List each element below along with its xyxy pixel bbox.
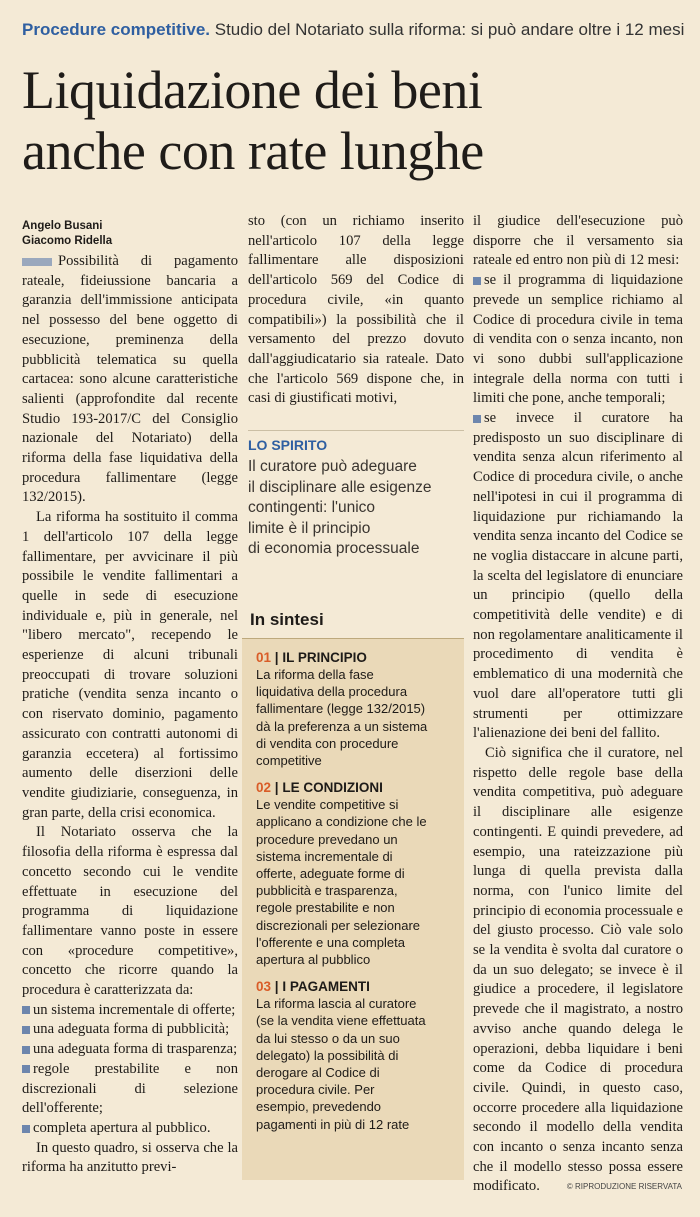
col3-bullet-2-text: se invece il curatore ha predisposto un suo disciplinare di vendita senza alcun riferimento al Codice di procedura civile, o anche nell'ipotesi in cui il programma di liquidazione pur richiamando la vendita senza incanto del Codice se ne voglia distaccare in alcune parti, la scelta del legislatore di enunciare un principio (quello della competitività delle vendite) e di non regolamentare analiticamente il procedimento di vendita è emblematico di una modernità che vuol dare all'operatore tutti gli strumenti per ottimizzare l'alienazione dei beni del fallito. xyxy=(473,410,683,742)
copyright-note: © RIPRODUZIONE RISERVATA xyxy=(566,1182,682,1191)
sintesi-line: competitive xyxy=(256,753,322,769)
sintesi-title: In sintesi xyxy=(242,600,464,639)
sintesi-line: dà la preferenza a un sistema xyxy=(256,718,428,734)
bullet-square-icon xyxy=(22,1065,30,1073)
sintesi-line: (se la vendita viene effettuata xyxy=(256,1013,426,1029)
col1-bullet-4 xyxy=(22,1060,238,1119)
col1-bullet-1-text: un sistema incrementale di offerte; xyxy=(33,1001,236,1018)
author-1: Angelo Busani xyxy=(22,220,103,232)
col3-bullet-1 xyxy=(473,271,683,409)
column-2 xyxy=(248,212,464,409)
col3-bullet-1-text: se il programma di liquidazione prevede un semplice richiamo al Codice di procedura civile in tema di vendita con o senza incanto, non vi sono dubbi sull'applicazione integrale della norma con tutti i limiti che pone, anche temporali; xyxy=(473,272,683,407)
bullet-square-icon xyxy=(473,415,481,423)
spirito-line: Il curatore può adeguare xyxy=(248,458,417,475)
col1-bullet-2-text: una adeguata forma di pubblicità; xyxy=(33,1021,230,1038)
sintesi-item-separator: | xyxy=(274,780,279,796)
spirito-line: contingenti: l'unico xyxy=(248,499,376,516)
bullet-square-icon xyxy=(22,1046,30,1054)
col2-paragraph-1: sto (con un richiamo inserito nell'articolo 107 della legge fallimentare alle disposizioni dell'articolo 569 del Codice di procedura civile, «in quanto compatibili») la possibilità che il versamento del prezzo dovuto dall'aggiudicatario sia rateale. Dato che l'articolo 569 dispone che, in casi di giustificati motivi, xyxy=(248,213,464,407)
col1-paragraph-2: La riforma ha sostituito il comma 1 dell'articolo 107 della legge fallimentare, per avvicinare il più possibile le vendite fallimentari a quelle in sede di esecuzione individuale e, più in generale, nel "libero mercato", recependo le esperienze di alcuni tribunali preoccupati di trovare soluzioni pratiche (vendita senza incanto o con riservato dominio, pagamento assicurato con contratti autonomi di garanzia eccetera) al fortissimo aumento delle diserzioni delle vendite giudiziarie, conseguenza, in gran parte, della crisi economica. xyxy=(22,509,238,821)
col1-bullet-4-text: regole prestabilite e non discrezionali di selezione dell'offerente; xyxy=(22,1060,238,1117)
headline-line-2: anche con rate lunghe xyxy=(22,121,484,181)
bullet-square-icon xyxy=(22,1026,30,1034)
sintesi-item-2-title xyxy=(256,779,456,796)
spirito-line: il disciplinare alle esigenze xyxy=(248,478,432,496)
col1-paragraph-4: In questo quadro, si osserva che la riforma ha anzitutto previ- xyxy=(22,1139,238,1176)
sintesi-item-1-title xyxy=(256,649,456,666)
sintesi-line: liquidativa della procedura xyxy=(256,684,408,700)
sintesi-line: applicano a condizione che le xyxy=(256,814,427,830)
col1-bullet-1 xyxy=(22,1001,238,1021)
bullet-square-icon xyxy=(473,277,481,285)
sintesi-line: sistema incrementale di xyxy=(256,848,393,864)
col1-paragraph-1 xyxy=(22,252,238,508)
column-1 xyxy=(22,212,238,1178)
sintesi-line: La riforma lascia al curatore xyxy=(256,996,417,1012)
col3-bullet-2 xyxy=(473,409,683,744)
column-3 xyxy=(473,212,683,1197)
headline-line-1: Liquidazione dei beni xyxy=(22,60,483,120)
spirito-quote xyxy=(248,430,464,560)
sintesi-line: fallimentare (legge 132/2015) xyxy=(256,701,426,717)
sintesi-item-1-heading: IL PRINCIPIO xyxy=(282,650,367,665)
sintesi-item-3-heading: I PAGAMENTI xyxy=(282,979,370,995)
col3-paragraph-2: Ciò significa che il curatore, nel rispetto delle regole base della vendita competitiva, può adeguare il disciplinare alle esigenze contingenti. E quindi prevedere, ad esempio, una rateizzazione più lunga di quella prevista dalla norma, con l'unico limite del principio di economia processuale e del giusto processo. Ciò vale solo se la vendita è svolta dal curatore o da un suo delegato; se invece è il giudice a procedere, il legislatore prevede che il magistrato, a nostro avviso anche quando delega le operazioni, debba liquidare i beni come da Codice di procedura civile. Quindi, in questo caso, occorre procedere alla liquidazione secondo il modello della vendita con incanto o senza incanto senza che il modello stesso possa essere modificato. xyxy=(473,744,683,1195)
spirito-title: LO SPIRITO xyxy=(248,437,328,453)
col1-paragraph-1-text: Possibilità di pagamento rateale, fideiussione bancaria a garanzia dell'immissione anticipata nel possesso del bene oggetto di esecuzione, preminenza della pubblicità telematica su quella cartacea: sono alcune caratteristiche salienti (approfondite dal recente Studio 193-2017/C del Consiglio nazionale del Notariato) della riforma della fase liquidativa della procedura fallimentare (legge 132/2015). xyxy=(22,253,238,506)
sintesi-line: derogare al Codice di xyxy=(256,1065,380,1081)
spirito-line: di economia processuale xyxy=(248,540,420,557)
sintesi-line: procedure prevedano un xyxy=(256,831,398,847)
kicker-text: Studio del Notariato sulla riforma: si può andare oltre i 12 mesi xyxy=(214,20,685,39)
sintesi-item-3-title xyxy=(256,978,456,995)
sintesi-line: delegato) la possibilità di xyxy=(256,1047,399,1063)
bullet-square-icon xyxy=(22,1006,30,1014)
sintesi-line: pagamenti in più di 12 rate xyxy=(256,1116,410,1132)
col1-bullet-5 xyxy=(22,1119,238,1139)
sintesi-item-2 xyxy=(256,779,456,968)
sintesi-line: di vendita con procedure xyxy=(256,735,399,751)
author-2: Giacomo Ridella xyxy=(22,234,113,247)
sintesi-item-2-number: 02 xyxy=(256,780,272,796)
sintesi-item-separator: | xyxy=(274,650,279,665)
sintesi-line: procedura civile. Per xyxy=(256,1082,375,1098)
sintesi-line: regole prestabilite e non xyxy=(256,900,395,916)
sintesi-line: da lui stesso o da un suo xyxy=(256,1030,400,1046)
spirito-line: limite è il principio xyxy=(248,519,371,537)
col3-paragraph-1: il giudice dell'esecuzione può disporre che il versamento sia rateale ed entro non più di 12 mesi: xyxy=(473,213,683,269)
sintesi-item-separator: | xyxy=(274,979,279,995)
sintesi-line: pubblicità e trasparenza, xyxy=(256,883,398,899)
sintesi-line: l'offerente e una completa xyxy=(256,934,405,950)
bullet-square-icon xyxy=(22,1125,30,1133)
sintesi-item-3-number: 03 xyxy=(256,979,272,995)
sintesi-item-1 xyxy=(256,649,456,769)
sintesi-line: La riforma della fase xyxy=(256,667,374,682)
headline xyxy=(22,60,682,182)
kicker xyxy=(22,20,692,40)
col1-bullet-3 xyxy=(22,1040,238,1060)
sintesi-line: discrezionali per selezionare xyxy=(256,917,421,933)
col1-bullet-2 xyxy=(22,1020,238,1040)
col1-paragraph-3: Il Notariato osserva che la filosofia della riforma è espressa dal concetto secondo cui le vendite effettuate in esecuzione del programma di liquidazione fallimentare vanno poste in essere con «procedure competitive», concetto che ricorre quando la procedura è caratterizzata da: xyxy=(22,824,238,999)
sintesi-item-3 xyxy=(256,978,456,1133)
sintesi-box xyxy=(242,600,464,1180)
sintesi-line: esempio, prevedendo xyxy=(256,1099,382,1115)
sintesi-line: Le vendite competitive si xyxy=(256,797,399,813)
sintesi-item-2-heading: LE CONDIZIONI xyxy=(282,780,383,796)
col1-bullet-3-text: una adeguata forma di trasparenza; xyxy=(33,1041,238,1058)
col1-bullet-5-text: completa apertura al pubblico. xyxy=(33,1119,211,1136)
sintesi-item-1-number: 01 xyxy=(256,650,272,665)
lead-marker-icon xyxy=(22,258,52,266)
sintesi-line: offerte, adeguate forme di xyxy=(256,866,405,882)
sintesi-line: apertura al pubblico xyxy=(256,952,371,968)
kicker-label: Procedure competitive. xyxy=(22,20,211,39)
